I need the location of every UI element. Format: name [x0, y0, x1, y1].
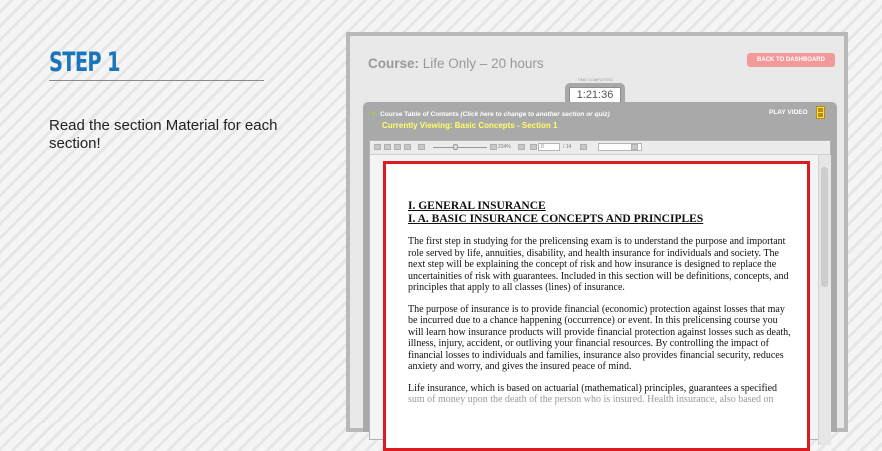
zoom-in-icon[interactable]: [490, 144, 497, 150]
document-body: [408, 200, 794, 405]
document-heading-2: I. A. BASIC INSURANCE CONCEPTS AND PRINCIPLES: [408, 213, 704, 225]
paragraph: The purpose of insurance is to provide financial (economic) protection against losses that may be incurred due to a chance happening (occurrence) or event. In this prelicensing course you will learn how insurance products will provide financial protection against losses such as death, illness, injury, accident, or outliving your financial resources. By controlling the impact of financial losses to individuals and families, insurance also provides financial security, reduces anxiety and worry, and gives the insured peace of mind.: [408, 303, 791, 372]
paragraph: Life insurance, which is based on actuarial (mathematical) principles, guarantees a specified: [408, 382, 778, 394]
next-page-icon[interactable]: [580, 144, 587, 150]
title-divider: [49, 80, 264, 81]
zoom-slider[interactable]: [433, 147, 487, 148]
table-of-contents-link[interactable]: [371, 108, 610, 118]
toc-hint: (Click here to change to another section or quiz): [460, 111, 610, 118]
course-label: Course:: [368, 56, 420, 71]
document-paragraphs: [408, 236, 794, 405]
paragraph-continued: sum of money upon the death of the person who is insured. Health insurance, also based on: [408, 394, 774, 405]
currently-viewing: Currently Viewing: Basic Concepts - Section 1: [382, 121, 558, 130]
step-title: STEP 1: [49, 47, 120, 78]
time-completed-label: TIME COMPLETED: [577, 77, 613, 82]
document-page: [383, 161, 810, 451]
course-title: [368, 56, 544, 71]
search-icon[interactable]: [631, 144, 638, 150]
thumbnail-icon[interactable]: [394, 144, 401, 150]
course-panel: [350, 36, 844, 428]
pdf-toolbar: [370, 141, 830, 155]
save-icon[interactable]: [384, 144, 391, 150]
plus-icon: +: [371, 108, 377, 118]
screenshot-frame: [346, 32, 848, 432]
zoom-slider-handle[interactable]: [453, 144, 458, 150]
document-heading-1: I. GENERAL INSURANCE: [408, 200, 546, 212]
pdf-viewer: [369, 140, 831, 440]
timer-display: 1:21:36: [569, 87, 621, 103]
pdf-scrollbar[interactable]: [818, 155, 831, 445]
step-description: Read the section Material for each section!: [49, 117, 278, 152]
course-name: Life Only – 20 hours: [422, 56, 544, 71]
back-to-dashboard-button[interactable]: BACK TO DASHBOARD: [747, 53, 835, 67]
film-icon[interactable]: [816, 106, 825, 119]
pan-icon[interactable]: [404, 144, 411, 150]
fit-page-icon[interactable]: [518, 144, 525, 150]
scrollbar-thumb[interactable]: [821, 167, 828, 287]
prev-page-icon[interactable]: [530, 144, 537, 150]
play-video-button[interactable]: PLAY VIDEO: [769, 109, 808, 116]
paragraph: The first step in studying for the prelicensing exam is to understand the purpose and important role served by life, annuities, disability, and health insurance for individuals and society. The next step will be explaining the concept of risk and how insurance is designed to replace the uncertainities of risk with guarantees. Included in this section will be definitions, concepts, and principles that apply to all classes (lines) of insurance.: [408, 236, 789, 293]
toc-label: Course Table of Contents: [380, 111, 459, 118]
page-total: / 14: [563, 144, 572, 150]
zoom-level: 234%: [498, 144, 511, 150]
page-number-input[interactable]: 0: [538, 143, 560, 151]
zoom-out-icon[interactable]: [418, 144, 425, 150]
print-icon[interactable]: [374, 144, 381, 150]
content-viewer: [363, 102, 837, 432]
